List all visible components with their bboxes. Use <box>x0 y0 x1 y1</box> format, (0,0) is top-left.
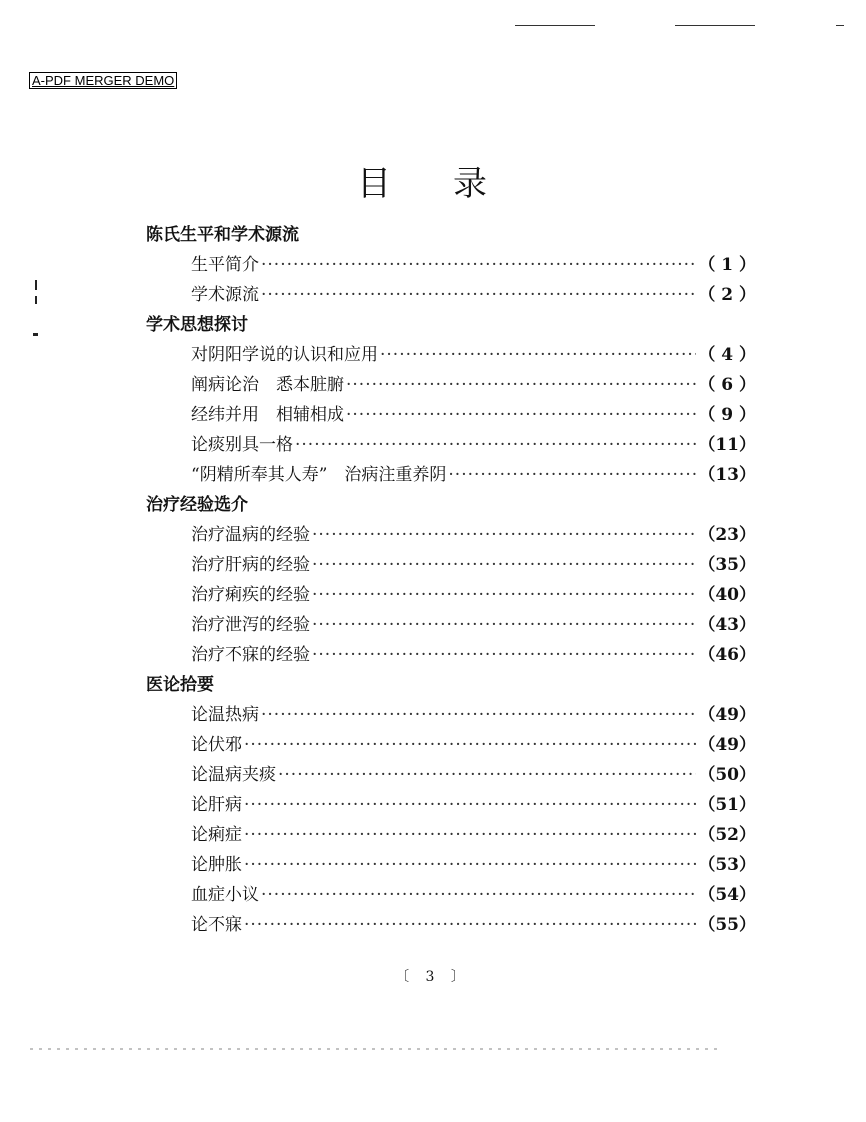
toc-entry-label: 论温病夹痰 <box>191 765 276 785</box>
toc-entry[interactable] <box>146 520 756 550</box>
toc-entry[interactable] <box>146 550 756 580</box>
toc-entry-page: （50） <box>698 765 756 785</box>
toc-entry-page: （54） <box>698 885 756 905</box>
toc-entry[interactable] <box>146 640 756 670</box>
watermark-label[interactable]: A-PDF MERGER DEMO <box>29 72 177 89</box>
toc-entry-page: （ 2 ） <box>698 285 756 305</box>
scan-rule-right <box>675 25 755 26</box>
page-title: 目录 <box>357 164 549 204</box>
binding-mark-1 <box>35 280 37 290</box>
leader-dots <box>261 250 696 280</box>
toc-entry-label: 治疗痢疾的经验 <box>191 585 310 605</box>
scan-noise <box>30 1048 720 1050</box>
section-heading: 治疗经验选介 <box>146 495 248 515</box>
toc-entry-label: 阐病论治 悉本脏腑 <box>191 375 344 395</box>
leader-dots <box>244 730 696 760</box>
leader-dots <box>312 550 696 580</box>
toc-entry[interactable] <box>146 340 756 370</box>
toc-entry[interactable] <box>146 400 756 430</box>
leader-dots <box>261 700 696 730</box>
toc-entry-page: （51） <box>698 795 756 815</box>
toc-entry-page: （35） <box>698 555 756 575</box>
toc-entry[interactable] <box>146 880 756 910</box>
toc-entry[interactable] <box>146 820 756 850</box>
toc-entry-page: （55） <box>698 915 756 935</box>
toc-entry[interactable] <box>146 430 756 460</box>
toc-entry-label: 治疗不寐的经验 <box>191 645 310 665</box>
binding-mark-3 <box>33 333 38 336</box>
leader-dots <box>261 280 696 310</box>
toc-entry-page: （52） <box>698 825 756 845</box>
toc-entry-page: （11） <box>698 435 756 455</box>
toc-entry-label: 生平简介 <box>191 255 259 275</box>
toc-entry-label: 经纬并用 相辅相成 <box>191 405 344 425</box>
toc-entry-page: （ 9 ） <box>698 405 756 425</box>
toc-entry-label: 论痢症 <box>191 825 242 845</box>
toc-entry-label: 治疗肝病的经验 <box>191 555 310 575</box>
toc-entry-label: 血症小议 <box>191 885 259 905</box>
section-heading: 学术思想探讨 <box>146 315 248 335</box>
toc-entry-page: （49） <box>698 705 756 725</box>
toc-entry-page: （43） <box>698 615 756 635</box>
toc-entry-page: （ 4 ） <box>698 345 756 365</box>
toc-entry[interactable] <box>146 910 756 940</box>
toc-entry-page: （53） <box>698 855 756 875</box>
toc-entry[interactable] <box>146 580 756 610</box>
scan-rule-left <box>515 25 595 26</box>
leader-dots <box>346 400 696 430</box>
section-heading: 医论拾要 <box>146 675 214 695</box>
leader-dots <box>244 820 696 850</box>
toc-entry[interactable] <box>146 850 756 880</box>
leader-dots <box>312 580 696 610</box>
toc-entry-page: （ 1 ） <box>698 255 756 275</box>
toc-entry[interactable] <box>146 790 756 820</box>
toc-entry[interactable] <box>146 280 756 310</box>
scan-rule-edge <box>836 25 844 26</box>
leader-dots <box>312 520 696 550</box>
toc-entry[interactable] <box>146 370 756 400</box>
toc-entry-page: （46） <box>698 645 756 665</box>
toc-entry-label: 论温热病 <box>191 705 259 725</box>
leader-dots <box>312 610 696 640</box>
leader-dots <box>448 460 696 490</box>
toc-entry-label: 论伏邪 <box>191 735 242 755</box>
leader-dots <box>295 430 696 460</box>
table-of-contents <box>146 220 756 940</box>
toc-entry-page: （49） <box>698 735 756 755</box>
toc-entry[interactable] <box>146 760 756 790</box>
toc-entry-label: 论肝病 <box>191 795 242 815</box>
toc-entry-label: “阴精所奉其人寿” 治病注重养阴 <box>191 465 447 485</box>
toc-entry[interactable] <box>146 250 756 280</box>
leader-dots <box>244 790 696 820</box>
leader-dots <box>278 760 696 790</box>
toc-entry-page: （13） <box>698 465 756 485</box>
leader-dots <box>261 880 696 910</box>
toc-entry-page: （23） <box>698 525 756 545</box>
leader-dots <box>312 640 696 670</box>
toc-entry-label: 治疗泄泻的经验 <box>191 615 310 635</box>
toc-entry-label: 论不寐 <box>191 915 242 935</box>
toc-entry[interactable] <box>146 610 756 640</box>
toc-entry-label: 学术源流 <box>191 285 259 305</box>
toc-entry[interactable] <box>146 460 756 490</box>
toc-entry[interactable] <box>146 730 756 760</box>
toc-entry-label: 论肿胀 <box>191 855 242 875</box>
leader-dots <box>380 340 696 370</box>
leader-dots <box>244 910 696 940</box>
toc-entry[interactable] <box>146 700 756 730</box>
leader-dots <box>244 850 696 880</box>
toc-entry-page: （40） <box>698 585 756 605</box>
page-number: 〔 3 〕 <box>395 969 471 985</box>
leader-dots <box>346 370 696 400</box>
toc-entry-page: （ 6 ） <box>698 375 756 395</box>
binding-mark-2 <box>35 296 37 304</box>
toc-entry-label: 论痰别具一格 <box>191 435 293 455</box>
toc-entry-label: 治疗温病的经验 <box>191 525 310 545</box>
section-heading: 陈氏生平和学术源流 <box>146 225 299 245</box>
toc-entry-label: 对阴阳学说的认识和应用 <box>191 345 378 365</box>
